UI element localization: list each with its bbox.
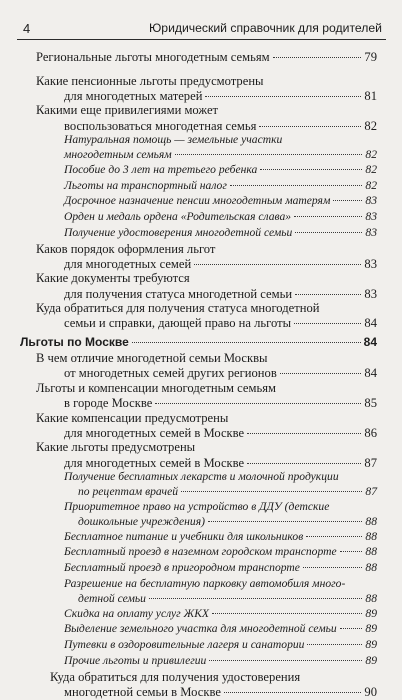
leader-dots <box>295 231 362 233</box>
toc-page-number: 85 <box>364 396 377 410</box>
toc-entry-row <box>64 366 377 380</box>
toc-entry <box>0 577 402 608</box>
toc-entry-line: многодетной семьи в Москве <box>64 685 221 699</box>
toc-entry-row <box>64 654 377 668</box>
leader-dots <box>273 56 362 58</box>
toc-entry <box>0 74 402 105</box>
toc-entry-row <box>64 530 377 544</box>
toc-entry-row <box>64 210 377 224</box>
toc-entry <box>0 561 402 576</box>
toc-entry-line: Льготы по Москве <box>20 335 129 349</box>
leader-dots <box>333 199 362 201</box>
toc-page-number: 88 <box>365 530 377 544</box>
toc-entry-line: по рецептам врачей <box>78 485 178 499</box>
toc-page-number: 89 <box>365 638 377 652</box>
toc-entry <box>0 607 402 622</box>
toc-entry-row <box>64 561 377 575</box>
toc-entry-line: для получения статуса многодетной семьи <box>64 287 292 301</box>
toc-entry-line: Досрочное назначение пенсии многодетным матерям <box>64 194 330 208</box>
leader-dots <box>209 659 362 661</box>
toc-entry-row <box>64 685 377 699</box>
toc-entry-line: для многодетных семей в Москве <box>64 456 244 470</box>
toc-entry-row <box>36 50 377 64</box>
toc-entry <box>0 103 402 134</box>
toc-page-number: 89 <box>365 607 377 621</box>
toc-entry-line: Разрешение на бесплатную парковку автомобиля много- <box>64 577 345 591</box>
toc-entry-row <box>64 426 377 440</box>
toc-entry-line: Какими еще привилегиями может <box>36 103 218 117</box>
toc-entry <box>0 242 402 273</box>
toc-page-number: 82 <box>365 163 377 177</box>
page-number: 4 <box>23 21 30 36</box>
toc-page-number: 87 <box>365 485 377 499</box>
toc-page-number: 81 <box>364 89 377 103</box>
leader-dots <box>194 263 361 265</box>
toc-entry <box>0 530 402 545</box>
toc-entry-line: В чем отличие многодетной семьи Москвы <box>36 351 268 365</box>
toc-page-number: 82 <box>365 179 377 193</box>
toc-page-number: 82 <box>364 119 377 133</box>
toc-entry-line: Какие пенсионные льготы предусмотрены <box>36 74 264 88</box>
leader-dots <box>260 168 362 170</box>
toc-entry <box>0 470 402 501</box>
leader-dots <box>247 432 361 434</box>
toc-page-number: 89 <box>365 622 377 636</box>
leader-dots <box>303 566 362 568</box>
running-title: Юридический справочник для родителей <box>149 21 382 35</box>
toc-entry-line: многодетным семьям <box>64 148 172 162</box>
toc-entry <box>0 500 402 531</box>
toc-entry-line: для многодетных семей <box>64 257 191 271</box>
toc-section-heading <box>0 335 402 350</box>
toc-page-number: 84 <box>364 335 377 349</box>
toc-entry-row <box>64 607 377 621</box>
leader-dots <box>340 627 363 629</box>
leader-dots <box>224 691 361 693</box>
toc-entry <box>0 271 402 302</box>
toc-entry-line: Натуральная помощь — земельные участки <box>64 133 282 147</box>
toc-entry <box>0 545 402 560</box>
toc-entry-row <box>64 257 377 271</box>
toc-entry-row <box>78 515 377 529</box>
toc-page-number: 84 <box>364 366 377 380</box>
toc-entry-row <box>64 89 377 103</box>
toc-page-number: 88 <box>365 515 377 529</box>
toc-entry-line: Какие документы требуются <box>36 271 190 285</box>
toc-entry-line: Получение бесплатных лекарств и молочной продукции <box>64 470 339 484</box>
toc-entry-row <box>20 335 377 349</box>
toc-entry-line: воспользоваться многодетная семья <box>64 119 256 133</box>
toc-entry <box>0 638 402 653</box>
toc-entry <box>0 654 402 669</box>
leader-dots <box>306 535 362 537</box>
toc-entry <box>0 194 402 209</box>
toc-entry-row <box>78 485 377 499</box>
toc-entry-line: Куда обратиться для получения статуса многодетной <box>36 301 320 315</box>
toc-page-number: 82 <box>365 148 377 162</box>
toc-page-number: 83 <box>364 287 377 301</box>
toc-page-number: 88 <box>365 561 377 575</box>
toc-entry-line: Скидка на оплату услуг ЖКХ <box>64 607 209 621</box>
toc-page-number: 83 <box>365 194 377 208</box>
toc-entry <box>0 133 402 164</box>
toc-page-number: 83 <box>365 210 377 224</box>
toc-page-number: 88 <box>365 545 377 559</box>
toc-entry-line: Куда обратиться для получения удостоверения <box>50 670 300 684</box>
toc-entry-line: дошкольные учреждения) <box>78 515 205 529</box>
toc-entry-line: для многодетных матерей <box>64 89 202 103</box>
toc-entry-row <box>64 622 377 636</box>
leader-dots <box>208 520 362 522</box>
toc-entry-row <box>64 316 377 330</box>
toc-entry <box>0 622 402 637</box>
toc-entry-row <box>64 163 377 177</box>
leader-dots <box>295 293 361 295</box>
toc-entry <box>0 226 402 241</box>
toc-page-number: 89 <box>365 654 377 668</box>
toc-entry <box>0 381 402 412</box>
toc-entry-line: Бесплатное питание и учебники для школьников <box>64 530 303 544</box>
leader-dots <box>181 490 362 492</box>
toc-entry-line: детной семьи <box>78 592 146 606</box>
toc-entry-row <box>64 119 377 133</box>
toc-page-number: 83 <box>365 226 377 240</box>
leader-dots <box>205 95 361 97</box>
toc-entry-line: Бесплатный проезд в наземном городском транспорте <box>64 545 337 559</box>
toc-entry-line: для многодетных семей в Москве <box>64 426 244 440</box>
leader-dots <box>247 462 361 464</box>
toc-entry-line: Бесплатный проезд в пригородном транспорте <box>64 561 300 575</box>
toc-entry-row <box>64 179 377 193</box>
toc-entry-line: в городе Москве <box>64 396 152 410</box>
toc-entry <box>0 670 402 700</box>
toc-entry-line: Каков порядок оформления льгот <box>36 242 215 256</box>
leader-dots <box>132 341 361 343</box>
toc-entry-line: Какие компенсации предусмотрены <box>36 411 228 425</box>
toc-entry-row <box>64 226 377 240</box>
toc-entry <box>0 440 402 471</box>
toc-entry-line: семьи и справки, дающей право на льготы <box>64 316 291 330</box>
toc-entry-row <box>64 638 377 652</box>
toc-entry-row <box>64 287 377 301</box>
toc-entry-line: Пособие до 3 лет на третьего ребенка <box>64 163 257 177</box>
toc-entry-line: Региональные льготы многодетным семьям <box>36 50 270 64</box>
leader-dots <box>155 402 361 404</box>
leader-dots <box>294 215 362 217</box>
toc-entry-row <box>64 456 377 470</box>
leader-dots <box>340 550 363 552</box>
toc-entry-row <box>78 592 377 606</box>
toc-entry-line: Прочие льготы и привилегии <box>64 654 206 668</box>
leader-dots <box>149 597 362 599</box>
leader-dots <box>230 184 363 186</box>
toc-entry <box>0 210 402 225</box>
toc-page-number: 79 <box>364 50 377 64</box>
toc-page-number: 84 <box>364 316 377 330</box>
toc-entry-line: Какие льготы предусмотрены <box>36 440 195 454</box>
toc-entry <box>0 411 402 442</box>
toc-entry-line: Орден и медаль ордена «Родительская слава» <box>64 210 291 224</box>
leader-dots <box>307 643 362 645</box>
toc-entry-line: Приоритетное право на устройство в ДДУ (детские <box>64 500 329 514</box>
toc-page-number: 88 <box>365 592 377 606</box>
toc-entry <box>0 301 402 332</box>
toc-entry-line: Льготы и компенсации многодетным семьям <box>36 381 276 395</box>
toc-entry-row <box>64 545 377 559</box>
toc-entry-line: от многодетных семей других регионов <box>64 366 277 380</box>
toc-entry-line: Путевки в оздоровительные лагеря и санатории <box>64 638 304 652</box>
toc-page-number: 83 <box>364 257 377 271</box>
leader-dots <box>212 612 362 614</box>
leader-dots <box>175 153 363 155</box>
leader-dots <box>294 322 361 324</box>
toc-entry <box>0 179 402 194</box>
leader-dots <box>280 372 362 374</box>
toc-entry-line: Льготы на транспортный налог <box>64 179 227 193</box>
toc-entry <box>0 50 402 65</box>
toc-page-number: 90 <box>364 685 377 699</box>
toc-entry <box>0 163 402 178</box>
toc-page-number: 87 <box>364 456 377 470</box>
toc-entry-line: Получение удостоверения многодетной семьи <box>64 226 292 240</box>
toc-entry-line: Выделение земельного участка для многодетной семьи <box>64 622 337 636</box>
toc-entry <box>0 351 402 382</box>
leader-dots <box>259 125 361 127</box>
toc-entry-row <box>64 194 377 208</box>
toc-entry-row <box>64 396 377 410</box>
toc-entry-row <box>64 148 377 162</box>
toc-page-number: 86 <box>364 426 377 440</box>
